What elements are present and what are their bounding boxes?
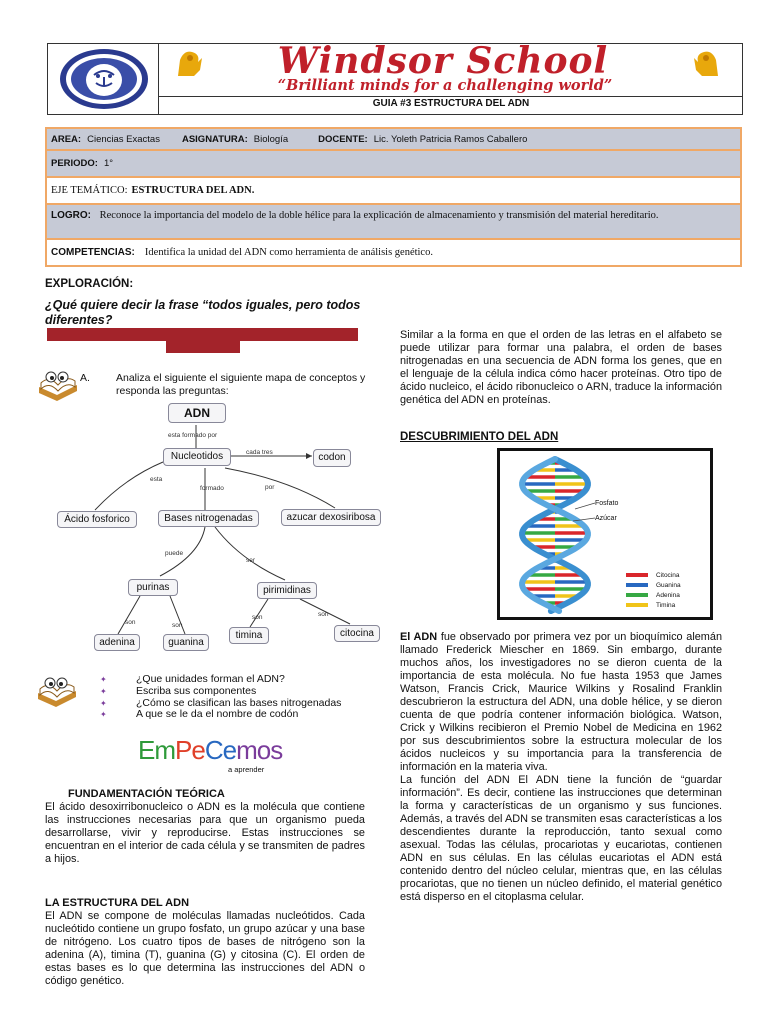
estructura-title: LA ESTRUCTURA DEL ADN bbox=[45, 897, 190, 909]
legend-item bbox=[626, 590, 681, 600]
adn-function-text: La función del ADN El ADN tiene la función de “guardar información”. Es decir, contiene las instrucciones que determinan la forma y características de un organismo y sus funciones. Además, a través del ADN se transmiten esas características a los descendientes durante la reproducción, tanto sexual como asexual. Todas las células, procariotas y eucariotas, contienen ADN en sus células. En las células eucariotas el ADN está contenido dentro del núcleo celular, mientras que, en las células procariotas, que no tienen un núcleo definido, el material genético está disperso en el citoplasma celular. bbox=[400, 774, 722, 903]
edge-label-cada-tres: cada tres bbox=[246, 449, 273, 456]
axis-label: EJE TEMÁTICO: bbox=[51, 185, 128, 196]
edge-label-ser: ser bbox=[246, 557, 256, 564]
instruction-letter: A. bbox=[80, 372, 90, 384]
figure-pointer-line bbox=[575, 503, 595, 509]
teacher-label: DOCENTE: bbox=[318, 133, 368, 145]
legend-label: Timina bbox=[656, 601, 676, 609]
goal-value: Reconoce la importancia del modelo de la doble hélice para la explicación de almacenamiento y transmisión del material hereditario. bbox=[99, 210, 659, 221]
question-item bbox=[100, 709, 341, 721]
area-value: Ciencias Exactas bbox=[87, 133, 160, 145]
bullet-icon: ✦ bbox=[100, 675, 107, 684]
question-text: Escriba sus componentes bbox=[136, 684, 257, 697]
school-name: Windsor School bbox=[277, 40, 609, 82]
goal-label: LOGRO: bbox=[51, 210, 91, 221]
exploration-question: ¿Qué quiere decir la frase “todos iguales, pero todos diferentes? bbox=[45, 298, 361, 327]
edge-label-formado: formado bbox=[200, 485, 224, 492]
guide-title: GUIA #3 ESTRUCTURA DEL ADN bbox=[372, 98, 530, 109]
bullet-icon: ✦ bbox=[100, 686, 107, 696]
edge-label-esta: esta bbox=[150, 476, 163, 483]
concept-node-citocina: citocina bbox=[334, 625, 380, 642]
bullet-icon: ✦ bbox=[100, 698, 107, 708]
book-mascot-icon-2 bbox=[36, 673, 78, 709]
subject-value: Biología bbox=[253, 133, 289, 145]
concept-node-timina: timina bbox=[229, 627, 269, 644]
empecemos-logo-text: EmPeCemos bbox=[138, 735, 283, 765]
empecemos-logo bbox=[138, 735, 282, 766]
concept-node-guanina: guanina bbox=[163, 634, 209, 651]
adn-body: fue observado por primera vez por un bioquímico alemán llamado Frederick Miescher en 1869. Sin embargo, durante muchos años, los investigadores no se dieron cuenta de la importancia de esta molécula. No fue hasta 1953 que James Watson, Francis Crick, Maurice Wilkins y Rosalind Franklin descubrieron la estructura del ADN, una doble hélice, y se dieron cuenta de que podría contener información biológica. Watson, Crick y Wilkins recibieron el Premio Nobel de Medicina en 1962 por sus descubrimientos sobre la estructura molecular de los ácidos nucleicos y su importancia para la transferencia de información en la materia viva. bbox=[400, 631, 722, 773]
question-text: ¿Cómo se clasifican las bases nitrogenadas bbox=[136, 696, 342, 709]
question-item bbox=[100, 686, 341, 698]
concept-node-acido-fosforico: Ácido fosforico bbox=[57, 511, 137, 528]
legend-label: Adenina bbox=[656, 591, 680, 599]
legend-swatch bbox=[626, 583, 648, 587]
legend-label: Guanina bbox=[656, 581, 681, 589]
edge-label-puede: puede bbox=[165, 550, 184, 557]
legend-swatch bbox=[626, 593, 648, 597]
concept-node-nucleotidos: Nucleotidos bbox=[163, 448, 231, 466]
bullet-icon: ✦ bbox=[100, 710, 107, 720]
concept-node-purinas: purinas bbox=[128, 579, 178, 596]
questions-list bbox=[100, 674, 341, 721]
instruction-text: Analiza el siguiente el siguiente mapa de conceptos y responda las preguntas: bbox=[116, 372, 366, 397]
concept-node-bases-nitrogenadas: Bases nitrogenadas bbox=[158, 510, 259, 527]
legend-item bbox=[626, 570, 681, 580]
question-text: ¿Que unidades forman el ADN? bbox=[136, 673, 285, 685]
legend-swatch bbox=[626, 603, 648, 607]
legend-item bbox=[626, 600, 681, 610]
fundamentacion-text: El ácido desoxirribonucleico o ADN es la molécula que contiene las instrucciones necesarias para que un organismo pueda desarrollarse, vivir y reproducirse. Estas instrucciones se encuentran en el interior de cada célula y se transmiten de padres a hijos. bbox=[45, 801, 365, 865]
adn-discovery-text bbox=[400, 631, 722, 904]
figure-label-azucar: Azúcar bbox=[595, 515, 617, 522]
edge-label-son-1: son bbox=[125, 619, 136, 626]
legend-label: Citocina bbox=[656, 571, 680, 579]
concept-node-adenina: adenina bbox=[94, 634, 140, 651]
edge-label-son-4: son bbox=[318, 611, 329, 618]
empecemos-tagline: a aprender bbox=[228, 765, 265, 774]
estructura-text: El ADN se compone de moléculas llamadas nucleótidos. Cada nucleótido contiene un grupo fosfato, un grupo azúcar y una base de nitrógeno. Los cuatro tipos de bases de nitrógeno son la adenina (A), timina (T), guanina (G) y citosina (C). El orden de estas bases es lo que determina las instrucciones del ADN o código genético. bbox=[45, 910, 365, 987]
comp-label: COMPETENCIAS: bbox=[51, 247, 135, 258]
dna-figure bbox=[497, 448, 713, 620]
comp-value: Identifica la unidad del ADN como herramienta de análisis genético. bbox=[144, 247, 433, 258]
edge-label-por: por bbox=[265, 484, 275, 491]
fundamentacion-title: FUNDAMENTACIÓN TEÓRICA bbox=[68, 788, 225, 800]
concept-node-pirimidinas: pirimidinas bbox=[257, 582, 317, 599]
exploration-title: EXPLORACIÓN: bbox=[45, 278, 134, 290]
concept-node-adn: ADN bbox=[168, 403, 226, 423]
legend-swatch bbox=[626, 573, 648, 577]
period-value: 1° bbox=[103, 158, 114, 169]
school-motto: “Brilliant minds for a challenging world” bbox=[277, 77, 613, 94]
adn-lead: El ADN bbox=[400, 631, 438, 643]
legend-item bbox=[626, 580, 681, 590]
figure-label-fosfato: Fosfato bbox=[595, 500, 619, 507]
edge-label-son-2: son bbox=[172, 622, 183, 629]
concept-node-codon: codon bbox=[313, 449, 351, 467]
concept-node-azucar: azucar dexosiribosa bbox=[281, 509, 381, 526]
area-label: AREA: bbox=[51, 133, 82, 145]
question-text: A que se le da el nombre de codón bbox=[136, 708, 299, 721]
edge-label-formado-por: esta formado por bbox=[168, 432, 218, 439]
period-label: PERIODO: bbox=[51, 158, 98, 169]
intro-text: Similar a la forma en que el orden de las letras en el alfabeto se puede utilizar para formar una palabra, el orden de bases nitrogenadas en una secuencia de ADN forma los genes, que en el lenguaje de la célula indica cómo hacer proteínas. Otro tipo de ácido nucleico, el ácido ribonucleico o ARN, traduce la información genética del ADN en proteínas. bbox=[400, 329, 722, 406]
axis-value: ESTRUCTURA DEL ADN. bbox=[131, 185, 255, 196]
subject-label: ASIGNATURA: bbox=[181, 133, 248, 145]
descubrimiento-title: DESCUBRIMIENTO DEL ADN bbox=[400, 431, 559, 443]
teacher-value: Lic. Yoleth Patricia Ramos Caballero bbox=[373, 133, 528, 145]
figure-legend bbox=[626, 570, 681, 610]
edge-label-son-3: son bbox=[252, 614, 263, 621]
